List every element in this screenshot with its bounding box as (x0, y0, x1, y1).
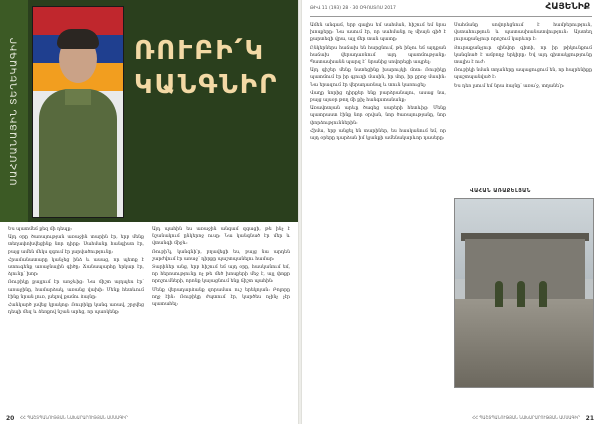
paragraph: Վաղը նորից դիրքեր ենք բարձրանալու, ասաց նա, բայց այսօր թող մի քիչ հանգստանանք։ (310, 90, 446, 104)
paragraph: Մենք վերադարձանք զորամաս ուշ երեկոյան։ Բոլորը ողջ էին։ Ռուբիկը ժպտում էր, կարծես ոչինչ չէր պատահել։ (152, 287, 290, 308)
paragraph: Այդ գիշեր մենք նստեցինք խարույկի մոտ։ Ռուբիկը պատմում էր իր գյուղի մասին, իր մոր, իր քրոջ մասին։ Նա երազում էր վերադառնալ և տուն կառուցել։ (310, 68, 446, 88)
paragraph: Հիմա, երբ անցել են տարիներ, ես հասկանում եմ, որ այդ օրերը դարձան իմ կյանքի ամենակարևոր դասերը։ (310, 128, 446, 142)
paragraph: Ընկերներս հաճախ են հարցնում, թե ինչու եմ այդքան հաճախ վերադառնում այդ պատմությանը։ Պատասխանն պարզ է՝ նրանից սովորեցի ապրել։ (310, 45, 446, 66)
paragraph: Ես պատմեմ քեզ մի դեպք։ (8, 227, 72, 232)
paragraph: Այդ պահին ես առաջին անգամ զգացի, թե ինչ է նշանակում ընկերոջ ուսը։ Նա կանգնած էր մեր և վտանգի միջև։ (152, 227, 290, 247)
page-footer: ՀՀ ՊԱՇՏՊԱՆՈՒԹՅԱՆ ՆԱԽԱՐԱՐՈՒԹՅԱՆ ԱՄՍԱԳԻՐ (20, 415, 128, 420)
paragraph: Այդ օրը ծառայության առաջին տարին էր, երբ մենք տեղափոխվեցինք նոր դիրք։ Սահմանը հանգիստ էր, բայց ամեն մեկս զգում էր լարվածությունը։ (8, 235, 144, 255)
issue-info: ԹԻՎ 11 (193) 28 · 30 ՕԳՈՍՏՈՍ 2017 (310, 6, 396, 11)
paragraph: Յուրաքանչյուր զինվոր գիտի, որ իր թիկունքում կանգնած է ամբողջ երկիրը։ Եվ այդ գիտակցությունը տալիս է ուժ։ (454, 45, 592, 66)
page-number: 20 (6, 415, 15, 422)
photo-building (465, 239, 585, 299)
right-column-2 (454, 22, 592, 91)
photo-ground (455, 299, 593, 387)
left-column-2 (152, 226, 290, 309)
running-header (302, 0, 600, 18)
page-number: 21 (585, 415, 594, 422)
paragraph: Ես դեռ լսում եմ նրա ձայնը՝ առա՛ջ, տղանե՛ր։ (454, 83, 565, 89)
right-page (302, 0, 600, 424)
photo-soldier-figure (495, 281, 503, 307)
paragraph: Հրամանատարը կանչեց ինձ և ասաց, որ պետք է ստուգենք առաջնային գիծը։ Ճանապարհը երկար էր, ձյունը՝ խոր։ (8, 257, 144, 278)
paragraph: Ռուբիկի նման տղաները ապացուցում են, որ հայրենիքը պաշտպանված է։ (454, 68, 592, 81)
article-header (0, 0, 298, 222)
paragraph: Սահմանը սովորեցնում է համբերություն, վստահություն և պատասխանատվություն։ Այստեղ յուրաքանչյուր որոշում կարևոր է։ (454, 23, 592, 43)
header-divider (310, 16, 592, 17)
paragraph: Տարիներ անց, երբ հիշում եմ այդ օրը, հասկանում եմ, որ հերոսությունը ոչ թե մեծ խոսքերի մեջ է, այլ փոքր որոշումների, որոնք կայացնում ենք ճիշտ պահին։ (152, 265, 290, 285)
paragraph: Առավոտյան արևը ծագեց սարերի հետևից։ Մենք պատրաստ էինք նոր օրվան, նոր ծառայությանը, նոր փորձություններին։ (310, 106, 446, 126)
section-banner-label: ՍԱՀՄԱՆԱՅԻՆ ՏԵՂԵԿԱԳԻՐ (9, 36, 19, 186)
title-line-2: ԿԱՆԳՆԻՐ (134, 70, 279, 100)
border-post-photo (454, 198, 594, 388)
paragraph: Ռուբի՛կ, կանգնի՛ր, բղավեցի ես, բայց նա արդեն շարժվում էր առաջ՝ դիրքը պաշտպանելու համար։ (152, 249, 290, 262)
section-banner-text-wrap (0, 0, 28, 222)
paragraph: Ամեն անգամ, երբ գալիս եմ սահման, հիշում եմ նրա խոսքերը։ Նա ասում էր, որ սահմանը ոչ միայն գիծ է քարտեզի վրա, այլ մեր տան պատը։ (310, 23, 446, 43)
soldier-hair (57, 29, 99, 49)
author-signature: ՎԱՀԱՆ ԱՌԱՔԵԼՅԱՆ (470, 188, 531, 194)
left-column-1 (8, 226, 144, 317)
left-page (0, 0, 298, 424)
article-title (134, 34, 294, 102)
photo-soldier-figure (517, 281, 525, 307)
paragraph: Ռուբիկը քայլում էր առջևից։ Նա միշտ այդպես էր՝ առաջինը, համարձակ, առանց վախի։ Մենք հետևում էինք նրան լուռ, լսելով քամու ձայնը։ (8, 280, 144, 300)
photo-soldier-figure (539, 281, 547, 307)
section-title: ՀԱՅԵՆԻՔ (545, 2, 590, 12)
right-column-1 (310, 22, 446, 143)
soldier-portrait (32, 6, 124, 218)
page-footer: ՀՀ ՊԱՇՏՊԱՆՈՒԹՅԱՆ ՆԱԽԱՐԱՐՈՒԹՅԱՆ ԱՄՍԱԳԻՐ (472, 415, 580, 420)
title-line-1: ՌՈՒԲԻ՛Կ (134, 36, 266, 66)
soldier-collar (65, 89, 91, 105)
soldier-uniform (39, 89, 117, 218)
paragraph: Հանկարծ լսվեց կրակոց։ Ռուբիկը կանգ առավ, շրջվեց դեպի մեզ և ձեռքով նշան արեց, որ պառկենք։ (8, 303, 144, 316)
